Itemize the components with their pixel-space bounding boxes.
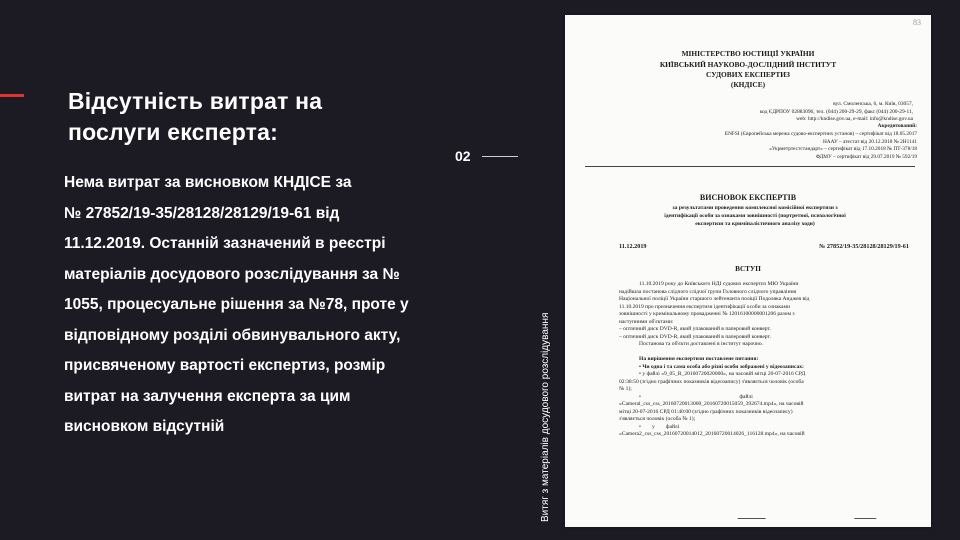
paragraph-line: № 1); [619, 386, 632, 392]
page-number: 02 [455, 148, 471, 164]
paragraph-line: – оптичний диск DVD-R, який упакований в паперовий конверт. [619, 326, 771, 332]
document-number: № 27852/19-35/28128/28129/19-61 [819, 243, 909, 250]
conclusion-subtitle-line: ідентифікації особи за ознаками зовнішності (портретної, психологічної [664, 213, 846, 219]
paragraph-line: Національної поліції України старшого лейтенанта поліції Подоляка Анджея від [619, 296, 810, 302]
conclusion-subtitle-line: за результатами проведення комплексної комісійної експертизи з [672, 205, 838, 211]
slide-body-text [64, 168, 464, 443]
conclusion-subtitle-line: експертизи та криміналістичного аналізу ходи) [695, 221, 815, 227]
paragraph-line: «Cameral_css_css_20160720013000_20160720015059_392674.mp4», на часовій [619, 401, 804, 407]
paragraph-line: • у файлі [639, 423, 680, 430]
conclusion-subtitle [605, 204, 905, 228]
signature-mark [854, 503, 882, 519]
body-line: № 27852/19-35/28128/28129/19-61 від [64, 204, 340, 222]
body-line: 11.12.2019. Останній зазначений в реєстрі [64, 235, 386, 252]
document-institute [565, 60, 931, 90]
body-line: 1055, процесуальне рішення за №78, проте у [64, 296, 409, 313]
conclusion-title: ВИСНОВОК ЕКСПЕРТІВ [699, 193, 797, 202]
accreditation-line: НААУ – атестат від 20.12.2018 № 2Н1141 [822, 138, 917, 145]
accreditation-line: «Укрметртестстандарт» – сертифікат від 17.10.2018 № ПТ-378/18 [769, 146, 917, 153]
paragraph-line: з'являється чоловік (особа № 1); [619, 416, 696, 422]
body-line: матеріалів досудового розслідування за № [64, 265, 400, 283]
document-divider [585, 166, 915, 167]
body-line: витрат на залучення експерта за цим [64, 387, 351, 405]
paragraph-line: 02:38:50 (згідно графічних показників відеозапису) з'являється чоловік (особа [619, 378, 804, 385]
paragraph-line: • Чи одна і та сама особа або різні особи зображені у відеозаписах: [639, 363, 804, 370]
paragraph-line: мітці 20-07-2016 СРД 01:40:00 (згідно графічних показників відеозапису) [619, 408, 793, 415]
body-line: Нема витрат за висновком КНДІСЕ за [64, 174, 352, 191]
page-number-divider [482, 156, 518, 157]
paragraph-line: надійшла постанова слідчого слідчої групи Головного слідчого управління [619, 288, 797, 295]
accent-bar [0, 94, 24, 97]
intro-title: ВСТУП [735, 265, 761, 273]
document-scan [565, 15, 931, 527]
paragraph-line: – оптичний диск DVD-R, який упакований в паперовий конверт. [619, 333, 771, 340]
paragraph-line [619, 349, 911, 357]
accreditation-line: Акредитований: [877, 123, 917, 129]
paragraph-line: На вирішення експертизи поставлене питання: [639, 356, 759, 362]
document-paragraph [619, 281, 911, 439]
paragraph-line: • у файлі «9_05_R_20160720020000», на часовій мітці 20-07-2016 СРД [639, 371, 806, 377]
paragraph-line: Постанова та об'єкти доставлені в інститут нарочно. [639, 341, 764, 347]
paragraph-line: • файлі [639, 393, 753, 400]
document-accreditation [617, 123, 917, 162]
accreditation-line: ФДМУ – сертифікат від 29.07.2019 № 592/19 [815, 154, 917, 161]
paragraph-line: 11.10.2019 про призначення експертизи ідентифікації особи за ознаками [619, 303, 790, 310]
accreditation-line: ENFSI (Європейська мережа судово-експертних установ) – сертифікат від 18.05.2017 [724, 130, 917, 137]
body-line: присвяченому вартості експертиз, розмір [64, 357, 386, 374]
document-date: 11.12.2019 [619, 243, 647, 250]
address-line: код ЄДРПОУ 02883096, тел. (044) 200-29-29, факс (044) 200-29-11, [759, 108, 913, 115]
paragraph-line: наступними об'єктами: [619, 318, 674, 325]
institute-line: КИЇВСЬКИЙ НАУКОВО-ДОСЛІДНИЙ ІНСТИТУТ [659, 60, 837, 69]
paragraph-line: «Camera2_css_css_20160720014012_20160720014026_116128.mp4», на часовій [619, 431, 805, 437]
document-address [663, 101, 913, 124]
body-line: висновком відсутній [64, 418, 225, 435]
slide-title [68, 86, 408, 148]
body-line: відповідному розділі обвинувального акту, [64, 326, 401, 344]
paragraph-line: 11.10.2019 року до Київського НДІ судових експертиз МЮ України [639, 281, 799, 287]
address-line: вул. Смоленська, 6, м. Київ, 03057, [833, 101, 913, 107]
document-ministry: МІНІСТЕРСТВО ЮСТИЦІЇ УКРАЇНИ [681, 49, 815, 58]
slide-title-line: Відсутність витрат на [68, 88, 323, 114]
institute-line: СУДОВИХ ЕКСПЕРТИЗ [706, 70, 790, 79]
paragraph-line: зовнішності у кримінальному провадженні № 12016100000001206 разом з [619, 311, 795, 317]
institute-line: (КНДІСЕ) [730, 80, 766, 89]
slide-title-line: послуги експерта: [68, 119, 278, 145]
document-date-row [619, 243, 909, 250]
address-line: web: http://kndise.gov.ua, e-mail: info@kndise.gov.ua [796, 116, 913, 123]
document-corner-mark: 83 [913, 18, 921, 27]
signature-mark [737, 505, 770, 519]
vertical-caption: Витяг з матеріалів досудового розслідування [540, 312, 551, 522]
